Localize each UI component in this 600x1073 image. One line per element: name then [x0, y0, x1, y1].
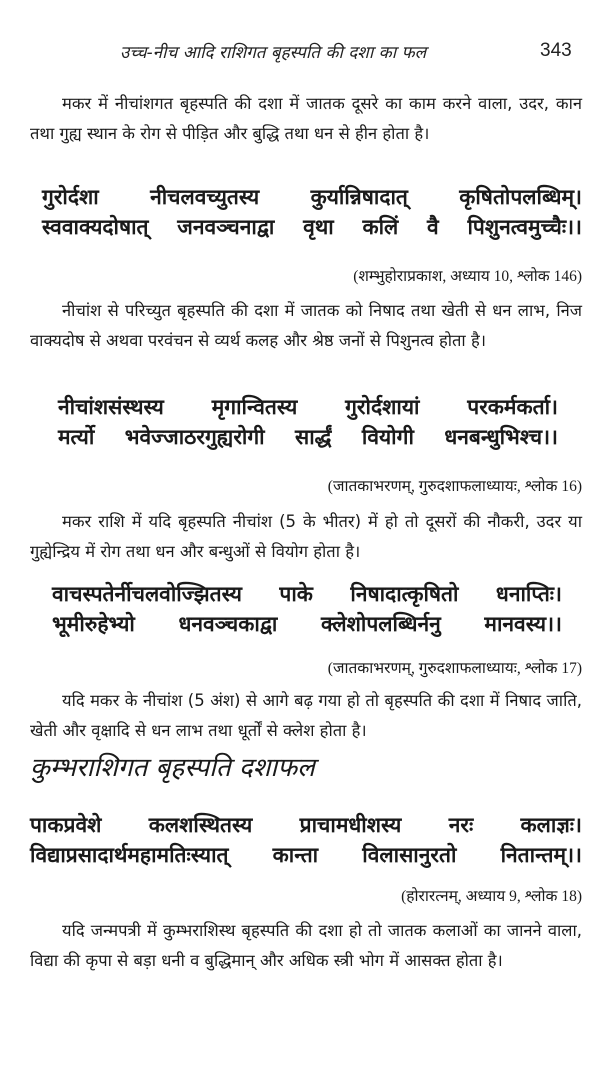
paragraph-text: यदि मकर के नीचांश (5 अंश) से आगे बढ़ गया हो तो बृहस्पति की दशा में निषाद जाति, खेती और वृक्षादि से धन लाभ तथा धूर्तों से क्लेश होता है।: [30, 691, 582, 740]
paragraph: [30, 507, 582, 567]
verse-line: नीचांशसंस्थस्य मृगान्वितस्य गुरोर्दशायां परकर्मकर्ता।: [58, 395, 558, 419]
verse: [58, 392, 558, 452]
citation: (शम्भुहोराप्रकाश, अध्याय 10, श्लोक 146): [353, 268, 582, 285]
citation: (जातकाभरणम्, गुरुदशाफलाध्यायः, श्लोक 16): [327, 478, 582, 495]
paragraph: [30, 296, 582, 356]
verse-line: पाकप्रवेशे कलशस्थितस्य प्राचामधीशस्य नरः कलाज्ञः।: [30, 813, 582, 837]
section-heading: कुम्भराशिगत बृहस्पति दशाफल: [30, 753, 315, 783]
verse-line: विद्याप्रसादार्थमहामतिःस्यात् कान्ता विलासानुरतो नितान्तम्।।: [30, 843, 582, 867]
verse-line: गुरोर्दशा नीचलवच्युतस्य कुर्यान्निषादात् कृषितोपलब्धिम्।: [42, 185, 582, 209]
paragraph: [30, 686, 582, 746]
verse: [42, 182, 582, 242]
running-header: उच्च-नीच आदि राशिगत बृहस्पति की दशा का फल: [120, 43, 427, 63]
verse-line: भूमीरुहेभ्यो धनवञ्चकाद्वा क्लेशोपलब्धिर्ननु मानवस्य।।: [52, 612, 562, 636]
verse-line: वाचस्पतेर्नीचलवोज्झितस्य पाके निषादात्कृषितो धनाप्तिः।: [52, 582, 562, 606]
paragraph: [30, 916, 582, 976]
citation: (होरारत्नम्, अध्याय 9, श्लोक 18): [401, 888, 582, 905]
paragraph-text: नीचांश से परिच्युत बृहस्पति की दशा में जातक को निषाद तथा खेती से धन लाभ, निज वाक्यदोष से अथवा परवंचन से व्यर्थ कलह और श्रेष्ठ जनों से पिशुनत्व होता है।: [30, 301, 582, 350]
verse-line: स्ववाक्यदोषात् जनवञ्चनाद्वा वृथा कलिं वै पिशुनत्वमुच्चैः।।: [42, 215, 582, 239]
paragraph-text: मकर में नीचांशगत बृहस्पति की दशा में जातक दूसरे का काम करने वाला, उदर, कान तथा गुह्य स्थान के रोग से पीड़ित और बुद्धि तथा धन से हीन होता है।: [30, 94, 582, 143]
page-number: 343: [540, 40, 572, 61]
verse-line: मर्त्यो भवेज्जाठरगुह्यरोगी सार्द्धं वियोगी धनबन्धुभिश्च।।: [58, 425, 558, 449]
paragraph: [30, 89, 582, 149]
citation: (जातकाभरणम्, गुरुदशाफलाध्यायः, श्लोक 17): [327, 660, 582, 677]
paragraph-text: मकर राशि में यदि बृहस्पति नीचांश (5 के भीतर) में हो तो दूसरों की नौकरी, उदर या गुह्येन्द्रिय में रोग तथा धन और बन्धुओं से वियोग होता है।: [30, 512, 582, 561]
paragraph-text: यदि जन्मपत्री में कुम्भराशिस्थ बृहस्पति की दशा हो तो जातक कलाओं का जानने वाला, विद्या की कृपा से बड़ा धनी व बुद्धिमान् और अधिक स्त्री भोग में आसक्त होता है।: [30, 921, 582, 970]
verse: [52, 579, 562, 639]
verse: [30, 810, 582, 870]
